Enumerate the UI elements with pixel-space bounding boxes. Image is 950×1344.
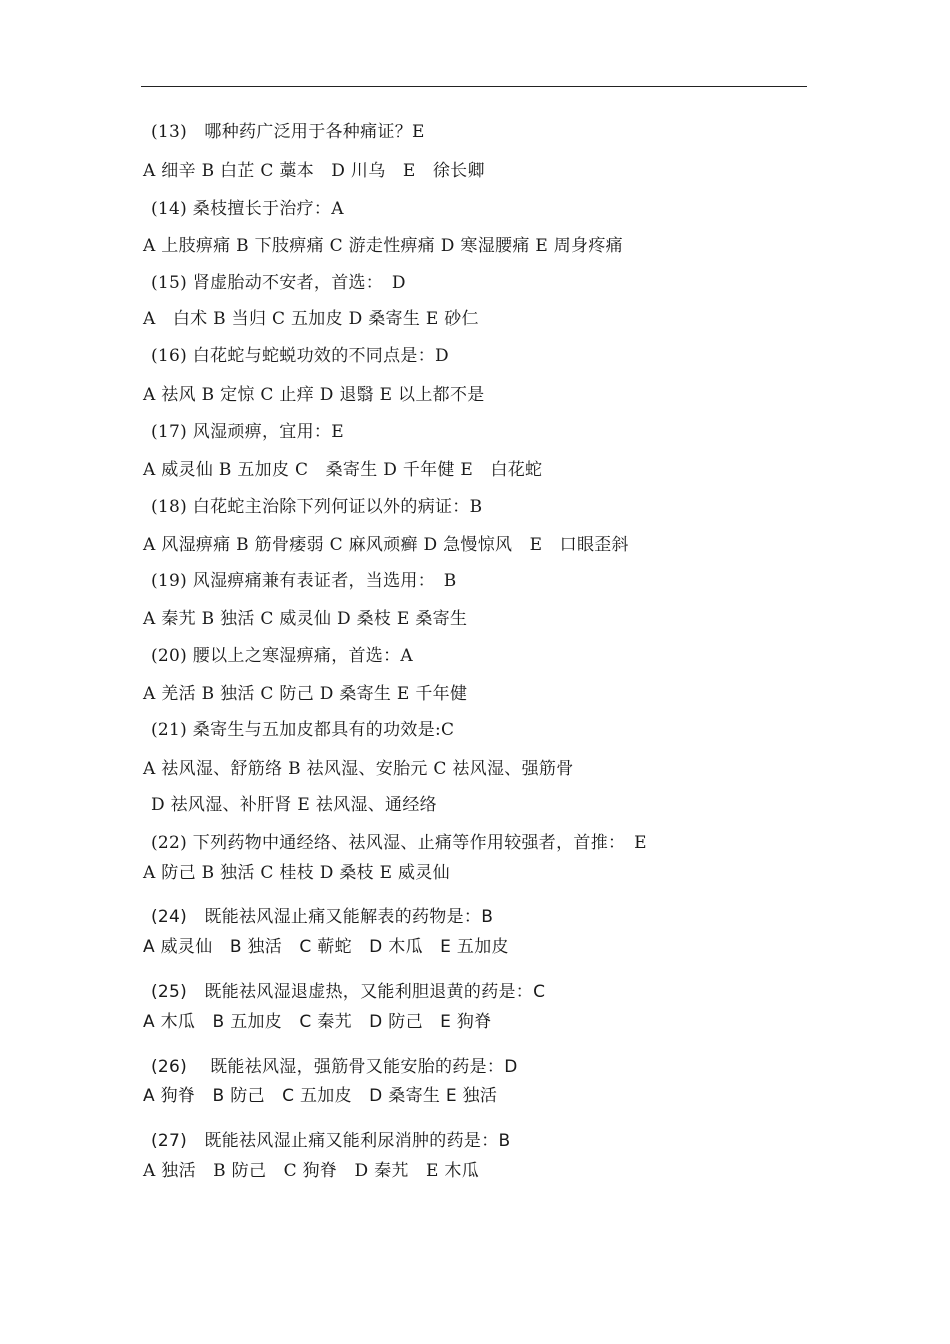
question-17: (17) 风湿顽痹，宜用：E [151, 422, 344, 442]
question-21: (21) 桑寄生与五加皮都具有的功效是:C [151, 720, 455, 740]
options-17: A 威灵仙 B 五加皮 C 桑寄生 D 千年健 E 白花蛇 [143, 460, 543, 480]
question-27: (27) 既能祛风湿止痛又能利尿消肿的药是：B [151, 1131, 511, 1151]
options-22: A 防己 B 独活 C 桂枝 D 桑枝 E 威灵仙 [143, 863, 450, 883]
options-21a: A 祛风湿、舒筋络 B 祛风湿、安胎元 C 祛风湿、强筋骨 [143, 759, 574, 779]
options-13: A 细辛 B 白芷 C 藁本 D 川乌 E 徐长卿 [143, 161, 485, 181]
options-21b: D 祛风湿、补肝肾 E 祛风湿、通经络 [151, 795, 437, 815]
question-25: (25) 既能祛风湿退虚热，又能利胆退黄的药是：C [151, 982, 546, 1002]
question-26: (26) 既能祛风湿，强筋骨又能安胎的药是：D [151, 1057, 518, 1077]
question-14: (14) 桑枝擅长于治疗：A [151, 199, 344, 219]
question-18: (18) 白花蛇主治除下列何证以外的病证：B [151, 497, 483, 517]
question-24: (24) 既能祛风湿止痛又能解表的药物是：B [151, 907, 494, 927]
options-24: A 威灵仙 B 独活 C 蕲蛇 D 木瓜 E 五加皮 [143, 937, 509, 957]
options-18: A 风湿痹痛 B 筋骨痿弱 C 麻风顽癣 D 急慢惊风 E 口眼歪斜 [143, 535, 629, 555]
header-rule [141, 86, 807, 87]
options-20: A 羌活 B 独活 C 防己 D 桑寄生 E 千年健 [143, 684, 468, 704]
options-26: A 狗脊 B 防己 C 五加皮 D 桑寄生 E 独活 [143, 1086, 498, 1106]
question-20: (20) 腰以上之寒湿痹痛，首选：A [151, 646, 413, 666]
options-16: A 祛风 B 定惊 C 止痒 D 退翳 E 以上都不是 [143, 385, 485, 405]
options-27: A 独活 B 防己 C 狗脊 D 秦艽 E 木瓜 [143, 1161, 480, 1181]
question-15: (15) 肾虚胎动不安者，首选： D [151, 273, 406, 293]
options-15: A 白术 B 当归 C 五加皮 D 桑寄生 E 砂仁 [143, 309, 479, 329]
options-25: A 木瓜 B 五加皮 C 秦艽 D 防己 E 狗脊 [143, 1012, 492, 1032]
options-19: A 秦艽 B 独活 C 威灵仙 D 桑枝 E 桑寄生 [143, 609, 468, 629]
question-13: (13) 哪种药广泛用于各种痛证？E [151, 122, 425, 142]
question-19: (19) 风湿痹痛兼有表证者，当选用： B [151, 571, 457, 591]
options-14: A 上肢痹痛 B 下肢痹痛 C 游走性痹痛 D 寒湿腰痛 E 周身疼痛 [143, 236, 623, 256]
question-16: (16) 白花蛇与蛇蜕功效的不同点是：D [151, 346, 449, 366]
question-22: (22) 下列药物中通经络、祛风湿、止痛等作用较强者，首推： E [151, 833, 647, 853]
